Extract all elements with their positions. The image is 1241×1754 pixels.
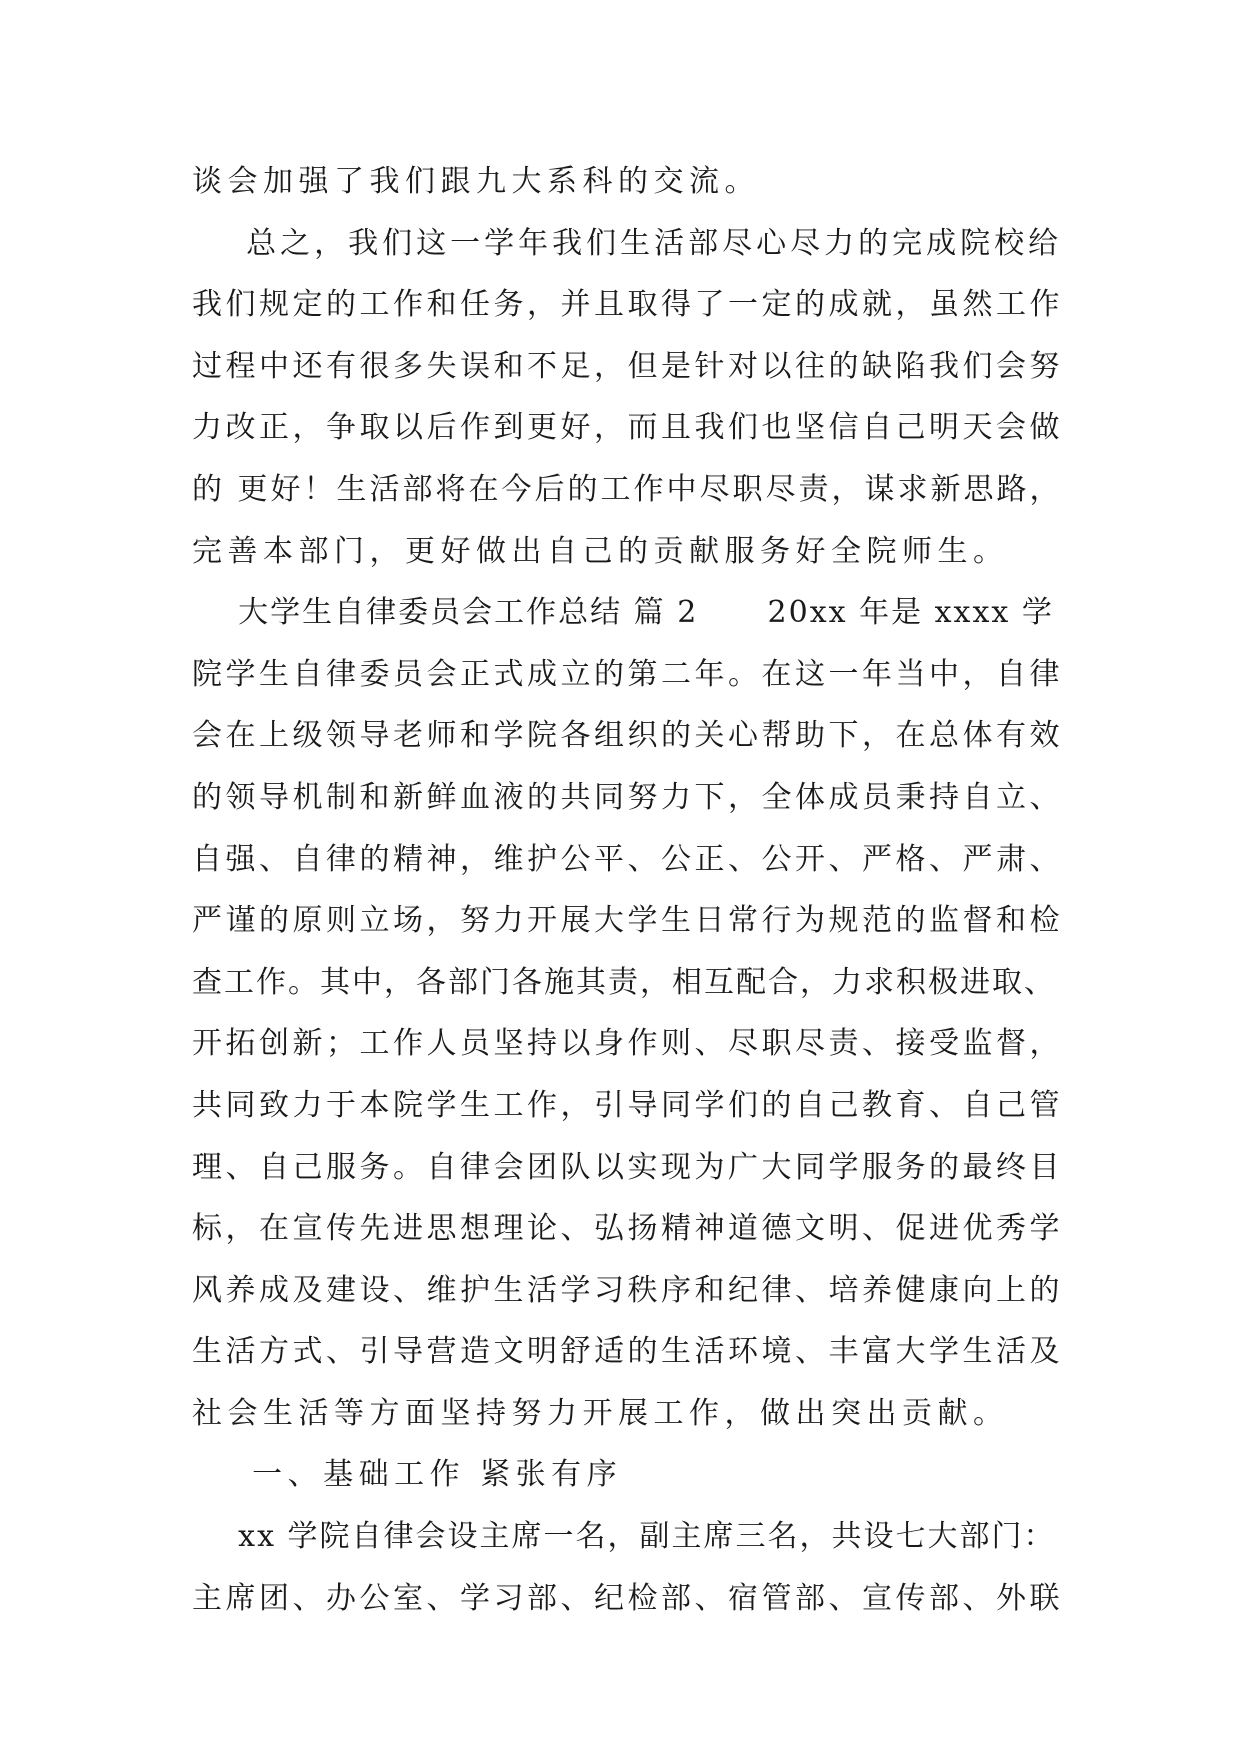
text-line: 生活方式、引导营造文明舒适的生活环境、丰富大学生活及	[192, 1334, 1063, 1370]
text-line: 共同致力于本院学生工作，引导同学们的自己教育、自己管	[192, 1087, 1063, 1123]
text-line: 大学生自律委员会工作总结 篇 2 20xx 年是 xxxx 学	[192, 595, 1054, 631]
text-line: 院学生自律委员会正式成立的第二年。在这一年当中，自律	[192, 656, 1063, 692]
text-line: 标，在宣传先进思想理论、弘扬精神道德文明、促进优秀学	[192, 1211, 1063, 1247]
text-line: 谈会加强了我们跟九大系科的交流。	[192, 164, 760, 199]
text-line: 会在上级领导老师和学院各组织的关心帮助下，在总体有效	[192, 718, 1063, 754]
text-line: 风养成及建设、维护生活学习秩序和纪律、培养健康向上的	[192, 1272, 1063, 1308]
text-line: 的 更好！生活部将在今后的工作中尽职尽责，谋求新思路，	[192, 471, 1063, 507]
text-line: 查工作。其中，各部门各施其责，相互配合，力求积极进取、	[192, 964, 1056, 1000]
text-line: 理、自己服务。自律会团队以实现为广大同学服务的最终目	[192, 1149, 1063, 1185]
text-line: 总之，我们这一学年我们生活部尽心尽力的完成院校给	[192, 225, 1063, 261]
text-line: 开拓创新；工作人员坚持以身作则、尽职尽责、接受监督，	[192, 1026, 1063, 1062]
text-line: xx 学院自律会设主席一名，副主席三名，共设七大部门：	[192, 1519, 1056, 1555]
text-line: 主席团、办公室、学习部、纪检部、宿管部、宣传部、外联	[192, 1580, 1063, 1616]
text-line: 自强、自律的精神，维护公平、公正、公开、严格、严肃、	[192, 841, 1063, 877]
body-text	[192, 151, 1064, 1629]
text-line: 力改正，争取以后作到更好，而且我们也坚信自己明天会做	[192, 410, 1063, 446]
text-line: 严谨的原则立场，努力开展大学生日常行为规范的监督和检	[192, 903, 1063, 939]
text-line: 社会生活等方面坚持努力开展工作，做出突出贡献。	[192, 1395, 1009, 1431]
text-line: 我们规定的工作和任务，并且取得了一定的成就，虽然工作	[192, 287, 1063, 323]
text-line: 完善本部门，更好做出自己的贡献服务好全院师生。	[192, 533, 1009, 569]
section-heading: 一、基础工作 紧张有序	[192, 1457, 623, 1493]
text-line: 的领导机制和新鲜血液的共同努力下，全体成员秉持自立、	[192, 779, 1063, 815]
text-line: 过程中还有很多失误和不足，但是针对以往的缺陷我们会努	[192, 348, 1063, 384]
